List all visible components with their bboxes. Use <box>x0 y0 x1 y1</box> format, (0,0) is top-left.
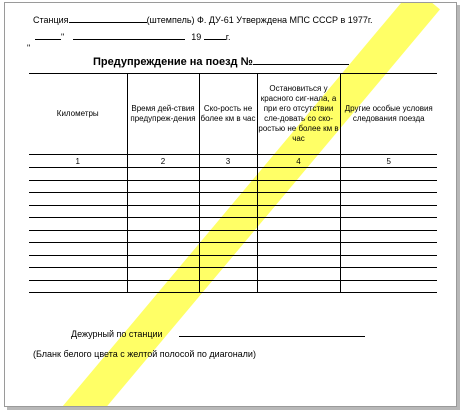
table-cell <box>257 243 340 256</box>
table-cell <box>257 230 340 243</box>
table-cell <box>127 280 199 293</box>
table-cell <box>340 168 437 181</box>
lone-quote: " <box>27 43 31 53</box>
table-cell <box>127 205 199 218</box>
table-cell <box>199 243 257 256</box>
header-duration: Время дей-ствия предупреж-дения <box>127 74 199 155</box>
table-cell <box>340 268 437 281</box>
table-cell <box>340 255 437 268</box>
table-row <box>29 268 437 281</box>
table-cell <box>199 268 257 281</box>
title-text: Предупреждение на поезд № <box>93 56 253 68</box>
table-header-row <box>29 74 437 155</box>
table-row <box>29 255 437 268</box>
table-cell <box>257 193 340 206</box>
header-red-signal: Остановиться у красного сиг-нала, а при его отсутствии сле-довать со ско-ростью не более км в час <box>257 74 340 155</box>
table-cell <box>257 268 340 281</box>
table-cell <box>199 255 257 268</box>
table-cell <box>29 193 127 206</box>
table-cell <box>257 255 340 268</box>
table-cell <box>199 168 257 181</box>
table-cell <box>127 180 199 193</box>
form-title <box>93 55 349 68</box>
table-cell <box>29 218 127 231</box>
table-cell <box>340 280 437 293</box>
header-speed: Ско-рость не более км в час <box>199 74 257 155</box>
date-quote: " <box>61 32 65 42</box>
table-row <box>29 218 437 231</box>
column-number: 4 <box>257 155 340 168</box>
table-cell <box>29 180 127 193</box>
stamp-and-form-text: (штемпель) Ф. ДУ-61 Утверждена МПС СССР в 1977г. <box>146 15 373 25</box>
table-cell <box>257 168 340 181</box>
table-cell <box>127 243 199 256</box>
table-row <box>29 243 437 256</box>
table-cell <box>127 193 199 206</box>
table-cell <box>340 218 437 231</box>
table-row <box>29 193 437 206</box>
header-line-2 <box>35 30 230 42</box>
table-cell <box>199 218 257 231</box>
table-cell <box>127 168 199 181</box>
table-cell <box>257 205 340 218</box>
table-cell <box>199 230 257 243</box>
year-suffix: г. <box>225 32 231 42</box>
duty-officer-line <box>71 327 365 339</box>
table-cell <box>199 193 257 206</box>
duty-officer-label: Дежурный по станции <box>71 329 163 339</box>
table-cell <box>127 218 199 231</box>
header-line-1 <box>33 13 373 25</box>
day-blank <box>35 30 61 40</box>
table-cell <box>127 255 199 268</box>
table-cell <box>29 243 127 256</box>
table-cell <box>257 180 340 193</box>
year-prefix: 19 <box>191 32 202 42</box>
header-kilometers: Километры <box>29 74 127 155</box>
form-sheet <box>4 2 457 407</box>
column-number: 2 <box>127 155 199 168</box>
table-cell <box>340 230 437 243</box>
table-cell <box>340 193 437 206</box>
table-row <box>29 168 437 181</box>
year-blank <box>204 30 226 40</box>
table-cell <box>29 268 127 281</box>
table-row <box>29 280 437 293</box>
table-cell <box>340 205 437 218</box>
table-cell <box>199 180 257 193</box>
form-note: (Бланк белого цвета с желтой полосой по диагонали) <box>33 349 256 359</box>
table-cell <box>199 280 257 293</box>
table-cell <box>257 280 340 293</box>
table-cell <box>29 280 127 293</box>
column-number: 3 <box>199 155 257 168</box>
station-blank <box>69 13 147 23</box>
warning-table <box>29 73 437 293</box>
duty-officer-blank <box>179 327 365 337</box>
table-cell <box>257 218 340 231</box>
table-cell <box>340 243 437 256</box>
table-cell <box>29 205 127 218</box>
table-row <box>29 180 437 193</box>
table-row <box>29 205 437 218</box>
column-number: 5 <box>340 155 437 168</box>
table-row <box>29 230 437 243</box>
table-cell <box>340 180 437 193</box>
table-cell <box>199 205 257 218</box>
header-other-conditions: Другие особые условия следования поезда <box>340 74 437 155</box>
month-blank <box>73 30 185 40</box>
station-label: Станция <box>33 15 69 25</box>
column-number-row <box>29 155 437 168</box>
table-cell <box>29 255 127 268</box>
train-number-blank <box>253 55 349 65</box>
table-cell <box>29 168 127 181</box>
table-cell <box>29 230 127 243</box>
table-cell <box>127 268 199 281</box>
column-number: 1 <box>29 155 127 168</box>
table-cell <box>127 230 199 243</box>
